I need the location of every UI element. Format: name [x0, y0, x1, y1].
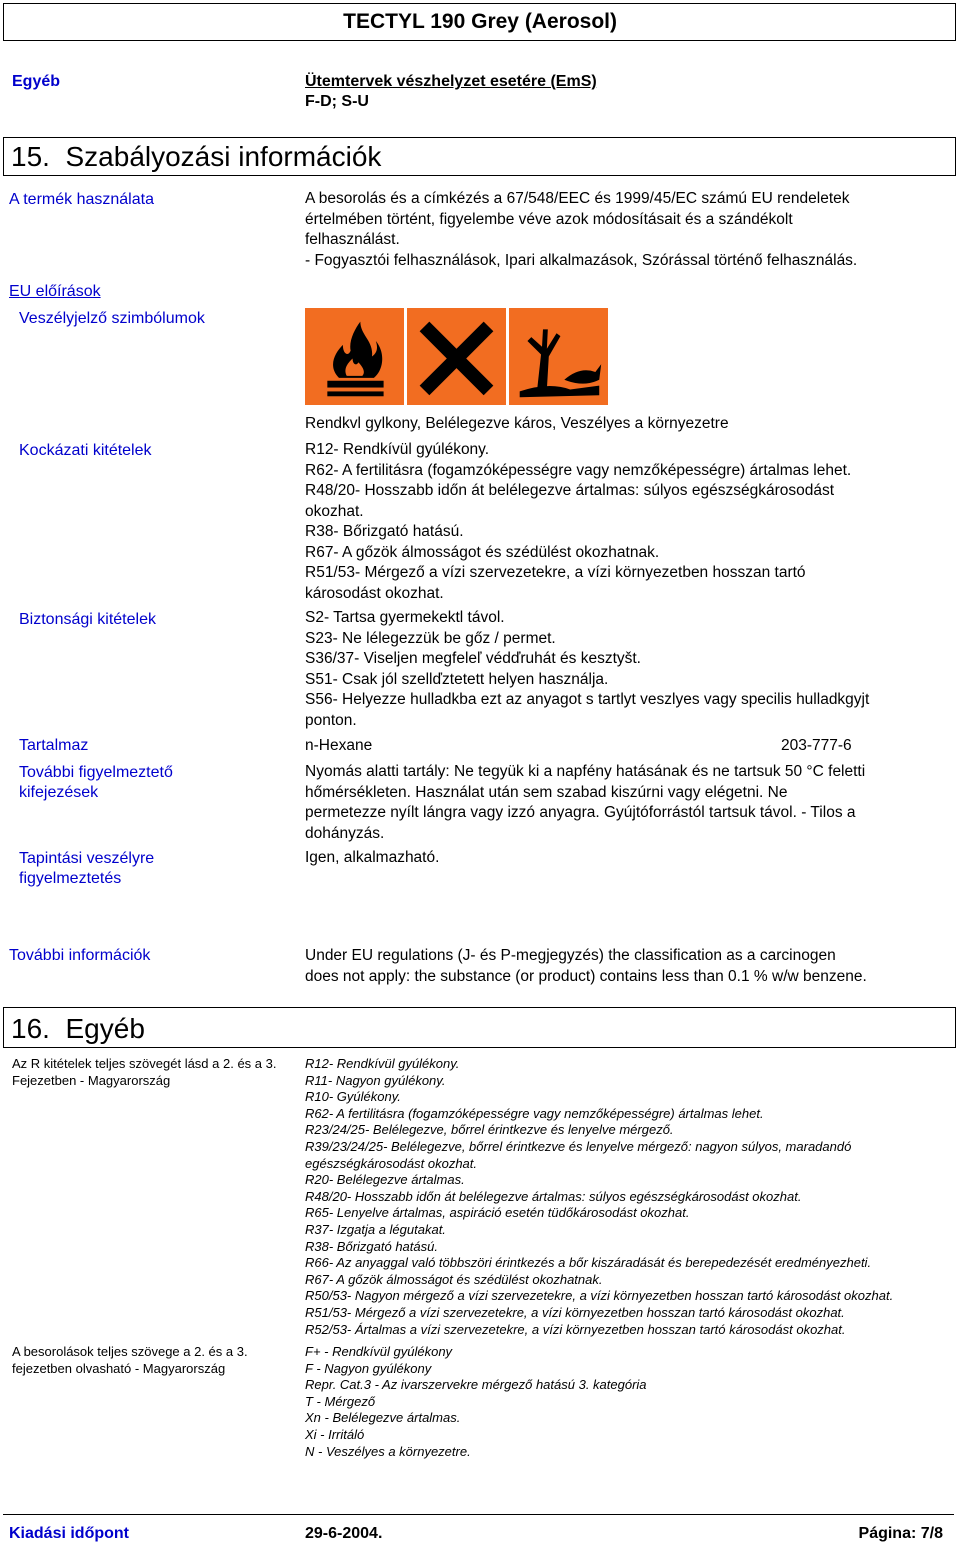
risk-phrase: károsodást okozhat. — [305, 584, 444, 602]
document-title-box — [3, 3, 956, 41]
additional-info-text: Under EU regulations (J- és P-megjegyzés) the classification as a carcinogen does not apply: the substance (or product) contains less than 0.1 % w/w benzene. — [305, 947, 867, 985]
further-warnings-label: További figyelmeztető kifejezések — [19, 764, 173, 801]
contains-ec-number: 203-777-6 — [781, 737, 852, 754]
safety-phrase: S23- Ne lélegezzük be gőz / permet. — [305, 629, 556, 647]
classification-item: T - Mérgező — [305, 1393, 376, 1409]
section-15-title: 15. Szabályozási információk — [11, 141, 382, 172]
classification-item: F+ - Rendkívül gyúlékony — [305, 1344, 453, 1359]
safety-phrase: S2- Tartsa gyermekektl távol. — [305, 609, 505, 626]
symbols-caption: Rendkvl gylkony, Belélegezve káros, Veszélyes a környezetre — [305, 415, 729, 432]
classification-item: N - Veszélyes a környezetre. — [305, 1443, 471, 1459]
r-phrase-item: egészségkárosodást okozhat. — [305, 1155, 477, 1171]
hazard-symbols-label: Veszélyjelző szimbólumok — [19, 310, 205, 327]
r-phrase-item: R62- A fertilitásra (fogamzóképességre vagy nemzőképességre) ártalmas lehet. — [305, 1105, 764, 1121]
page-number: Página: 7/8 — [858, 1525, 943, 1542]
x-cross-icon — [407, 308, 506, 405]
further-warnings-text: Nyomás alatti tartály: Ne tegyük ki a napfény hatásának és ne tartsuk 50 °C feletti hőmérsékleten. Használat után sem szabad kiszúrni vagy elégetni. Ne permetezze nyílt lángra vagy izzó anyagra. Gyújtóforrástól tartsuk távol. - Tilos a dohányzás. — [305, 763, 866, 842]
r-phrase-item: R23/24/25- Belélegezve, bőrrel érintkezve és lenyelve mérgező. — [305, 1122, 674, 1138]
risk-phrase: R38- Bőrizgató hatású. — [305, 523, 464, 540]
r-phrase-item: R51/53- Mérgező a vízi szervezetekre, a vízi környezetben hosszan tartó károsodást okozhat. — [305, 1304, 845, 1320]
r-phrase-item: R20- Belélegezve ártalmas. — [305, 1172, 465, 1188]
r-phrase-item: R48/20- Hosszabb időn át belélegezve ártalmas: súlyos egészségkárosodást okozhat. — [305, 1188, 802, 1204]
eu-regulations-label: EU előírások — [9, 283, 101, 300]
r-phrase-item: R10- Gyúlékony. — [305, 1089, 401, 1105]
r-phrase-item: R12- Rendkívül gyúlékony. — [305, 1056, 460, 1071]
risk-phrase: R67- A gőzök álmosságot és szédülést okozhatnak. — [305, 543, 660, 561]
safety-phrases-label: Biztonsági kitételek — [19, 611, 156, 628]
r-phrase-item: R50/53- Nagyon mérgező a vízi szervezetekre, a vízi környezetben hosszan tartó károsodást okozhat. — [305, 1288, 894, 1304]
other-label: Egyéb — [12, 73, 61, 90]
ems-value: F-D; S-U — [305, 93, 369, 110]
risk-phrase: R62- A fertilitásra (fogamzóképességre vagy nemzőképességre) ártalmas lehet. — [305, 461, 852, 479]
risk-phrase: R48/20- Hosszabb időn át belélegezve ártalmas: súlyos egészségkárosodást — [305, 482, 835, 499]
r-phrase-item: R38- Bőrizgató hatású. — [305, 1238, 438, 1254]
risk-phrase: okozhat. — [305, 502, 364, 520]
risk-phrase: R12- Rendkívül gyúlékony. — [305, 441, 490, 458]
footer-divider — [3, 1514, 954, 1515]
product-use-text: A besorolás és a címkézés a 67/548/EEC és 1999/45/EC számú EU rendeletek értelmében történt, figyelembe véve azok módosításait és a szándékolt felhasználást. - Fogyasztói felhasználások, Ipari alkalmazások, Szórással történő felhasználás. — [305, 190, 858, 269]
r-phrases-full-text — [305, 1056, 893, 1338]
risk-phrase: R51/53- Mérgező a vízi szervezetekre, a vízi környezetben hosszan tartó — [305, 564, 806, 581]
section-15-heading — [3, 137, 956, 176]
r-phrase-item: R67- A gőzök álmosságot és szédülést okozhatnak. — [305, 1271, 603, 1287]
classification-item: Xi - Irritáló — [305, 1426, 365, 1442]
tactile-warning-value: Igen, alkalmazható. — [305, 849, 440, 866]
flame-icon — [305, 308, 404, 405]
safety-phrase: ponton. — [305, 711, 357, 729]
additional-info-label: További információk — [9, 947, 151, 964]
section-16-heading — [3, 1007, 956, 1048]
contains-label: Tartalmaz — [19, 737, 89, 754]
safety-phrase: S56- Helyezze hulladkba ezt az anyagot s tartlyt veszlyes vagy specilis hulladkgyjt — [305, 691, 870, 708]
issue-date-label: Kiadási időpont — [9, 1525, 129, 1542]
safety-phrase: S51- Csak jól szellďztetett helyen használja. — [305, 670, 609, 688]
safety-phrases — [305, 608, 950, 731]
dead-tree-fish-icon — [509, 308, 608, 405]
r-phrases-note: Az R kitételek teljes szövegét lásd a 2. és a 3. Fejezetben - Magyarország — [12, 1056, 277, 1088]
classification-note: A besorolások teljes szövege a 2. és a 3. fejezetben olvasható - Magyarország — [12, 1344, 248, 1376]
product-use-label: A termék használata — [9, 191, 154, 208]
ems-block — [305, 72, 597, 112]
classification-item: Xn - Belélegezve ártalmas. — [305, 1410, 461, 1426]
classification-item: Repr. Cat.3 - Az ivarszervekre mérgező hatású 3. kategória — [305, 1377, 647, 1393]
risk-phrases-label: Kockázati kitételek — [19, 442, 152, 459]
contains-substance: n-Hexane — [305, 737, 373, 754]
safety-phrase: S36/37- Viseljen megfeleľ védďruhát és kesztyšt. — [305, 650, 641, 667]
risk-phrases — [305, 440, 950, 604]
r-phrase-item: R65- Lenyelve ártalmas, aspiráció esetén tüdőkárosodást okozhat. — [305, 1205, 690, 1221]
classification-full-text — [305, 1344, 647, 1460]
issue-date: 29-6-2004. — [305, 1525, 383, 1542]
r-phrase-item: R11- Nagyon gyúlékony. — [305, 1072, 446, 1088]
section-16-title: 16. Egyéb — [11, 1013, 145, 1044]
r-phrase-item: R39/23/24/25- Belélegezve, bőrrel érintkezve és lenyelve mérgező: nagyon súlyos, maradandó — [305, 1138, 852, 1154]
r-phrase-item: R37- Izgatja a légutakat. — [305, 1221, 446, 1237]
classification-item: F - Nagyon gyúlékony — [305, 1360, 432, 1376]
r-phrase-item: R52/53- Ártalmas a vízi szervezetekre, a vízi környezetben hosszan tartó károsodást okozhat. — [305, 1321, 846, 1337]
tactile-warning-label: Tapintási veszélyre figyelmeztetés — [19, 850, 155, 887]
ems-title: Ütemtervek vészhelyzet esetére (EmS) — [305, 73, 597, 90]
r-phrase-item: R66- Az anyaggal való többszöri érintkezés a bőr kiszáradását és berepedezését eredményezheti. — [305, 1255, 872, 1271]
document-title: TECTYL 190 Grey (Aerosol) — [343, 10, 617, 33]
